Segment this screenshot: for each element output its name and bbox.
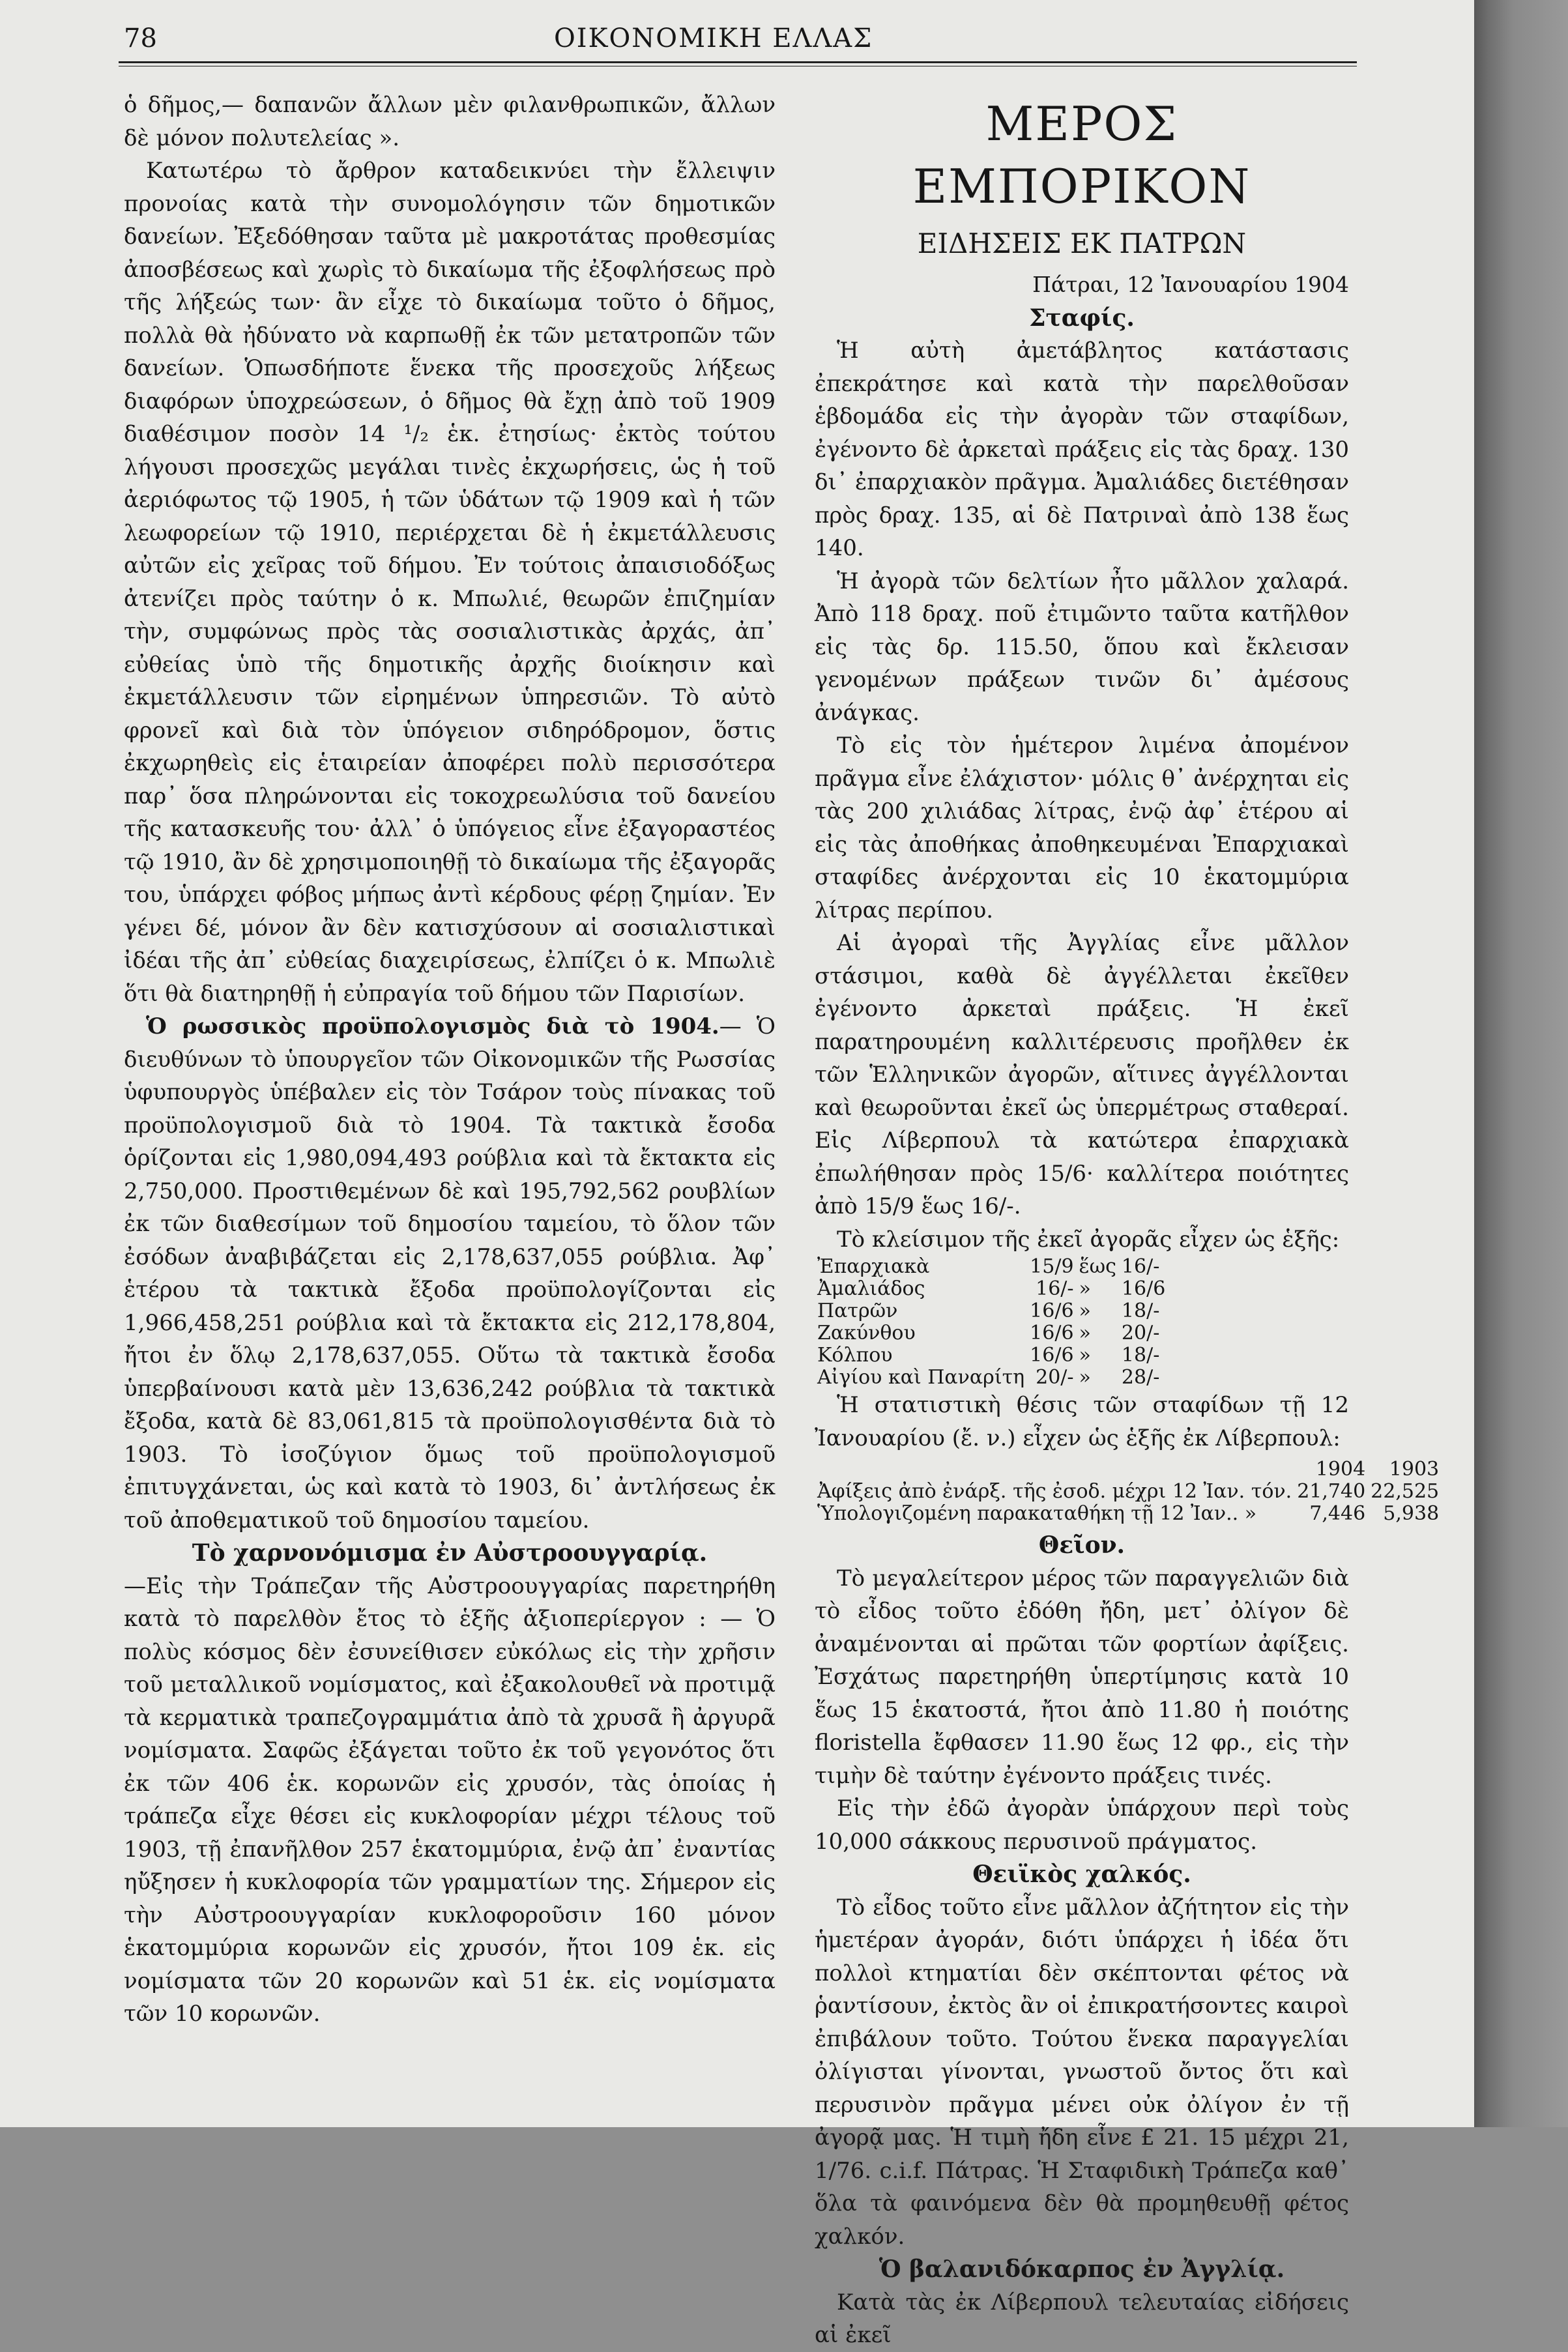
- header-rule: [119, 61, 1357, 63]
- article-heading: Τὸ χαρνονόμισμα ἐν Αὐστροουγγαρίᾳ.: [192, 1539, 708, 1567]
- column-header: 1903: [1389, 1458, 1440, 1481]
- price-table: [815, 1256, 1168, 1389]
- table-row: [815, 1256, 1168, 1278]
- table-cell: 20/-: [1121, 1322, 1160, 1344]
- table-cell: »: [1079, 1277, 1091, 1300]
- table-cell: 16/6: [1121, 1277, 1166, 1300]
- paragraph: Ἡ στατιστικὴ θέσις τῶν σταφίδων τῇ 12 Ἰανουαρίου (ἔ. ν.) εἶχεν ὡς ἑξῆς ἐκ Λίβερπουλ:: [815, 1392, 1349, 1451]
- table-cell: 15/9: [1030, 1255, 1074, 1278]
- table-cell: 20/-: [1036, 1366, 1074, 1389]
- table-cell: 16/-: [1036, 1277, 1074, 1300]
- paragraph: Ἡ ἀγορὰ τῶν δελτίων ἦτο μᾶλλον χαλαρά. Ἀπὸ 118 δραχ. ποῦ ἐτιμῶντο ταῦτα κατῆλθον εἰς τὰς δρ. 115.50, ὅπου καὶ ἔκλεισαν γενομένων πράξεων τινῶν δι᾿ ἀμέσους ἀνάγκας.: [815, 568, 1349, 726]
- statistics-table: [815, 1459, 1442, 1525]
- paragraph: Κατωτέρω τὸ ἄρθρον καταδεικνύει τὴν ἔλλειψιν προνοίας κατὰ τὴν συνομολόγησιν τῶν δημοτικῶν δανείων. Ἐξεδόθησαν ταῦτα μὲ μακροτάτας προθεσμίας ἀποσβέσεως καὶ χωρὶς τὸ δικαίωμα τῆς ἐξοφλήσεως πρὸ τῆς λήξεώς των· ἂν εἶχε τὸ δικαίωμα τοῦτο ὁ δῆμος, πολλὰ θὰ ἠδύνατο νὰ καρπωθῇ ἐκ τῶν μετατροπῶν τῶν δανείων. Ὁπωσδήποτε ἕνεκα τῆς προσεχοῦς λήξεως διαφόρων ὑποχρεώσεων, ὁ δῆμος θὰ ἔχῃ ἀπὸ τοῦ 1909 διαθέσιμον ποσὸν 14 ¹/₂ ἑκ. ἐτησίως· ἐκτὸς τούτου λήγουσι προσεχῶς μεγάλαι τινὲς ἐκχωρήσεις, ὡς ἡ τοῦ ἀεριόφωτος τῷ 1905, ἡ τῶν ὑδάτων τῷ 1909 καὶ ἡ τῶν λεωφορείων τῷ 1910, περιέρχεται δὲ ἡ ἐκμετάλλευσις αὐτῶν εἰς χεῖρας τοῦ δήμου. Ἐν τούτοις ἀπαισιοδόξως ἀτενίζει πρὸς ταύτην ὁ κ. Μπωλιέ, θεωρῶν ἐπιζημίαν τὴν, συμφώνως πρὸς τὰς σοσιαλιστικὰς ἀρχάς, ἀπ᾿ εὐθείας ὑπὸ τῆς δημοτικῆς ἀρχῆς διοίκησιν καὶ ἐκμετάλλευσιν τῶν εἰρημένων ὑπηρεσιῶν. Τὸ αὐτὸ φρονεῖ καὶ διὰ τὸν ὑπόγειον σιδηρόδρομον, ὅστις ἐκχωρηθεὶς εἰς ἑταιρείαν ἀποφέρει πολὺ περισσότερα παρ᾿ ὅσα πληρώνονται εἰς τοκοχρεωλύσια τοῦ δανείου τῆς κατασκευῆς του· ἀλλ᾿ ὁ ὑπόγειος εἶνε ἐξαγοραστέος τῷ 1910, ἂν δὲ χρησιμοποιηθῇ τὸ δικαίωμα τῆς ἐξαγορᾶς του, ὑπάρχει φόβος μήπως ἀντὶ κέρδους φέρῃ ζημίαν. Ἐν γένει δέ, μόνον ἂν δὲν κατισχύσουν αἱ σοσιαλιστικαὶ ἰδέαι τῆς ἀπ᾿ εὐθείας διαχειρίσεως, ἐλπίζει ὁ κ. Μπωλιὲ ὅτι θὰ διατηρηθῇ ἡ εὐπραγία τοῦ δήμου τῶν Παρισίων.: [124, 158, 776, 1007]
- paragraph: Αἱ ἀγοραὶ τῆς Ἀγγλίας εἶνε μᾶλλον στάσιμοι, καθὰ δὲ ἀγγέλλεται ἐκεῖθεν ἐγένοντο ἀρκεταὶ πράξεις. Ἡ ἐκεῖ παρατηρουμένη καλλιτέρευσις προῆλθεν ἐκ τῶν Ἑλληνικῶν ἀγορῶν, αἵτινες ἀγγέλλονται καὶ θεωροῦνται ἐκεῖ ὡς ὑπερμέτρως σταθεραί. Εἰς Λίβερπουλ τὰ κατώτερα ἐπαρχιακὰ ἐπωλήθησαν πρὸς 15/6· καλλίτερα ποιότητες ἀπὸ 15/9 ἕως 16/-.: [815, 930, 1349, 1219]
- table-cell: »: [1079, 1322, 1091, 1344]
- column-header: 1904: [1315, 1458, 1366, 1481]
- table-cell: Πατρῶν: [817, 1299, 898, 1322]
- table-row: [815, 1322, 1168, 1344]
- table-row: [815, 1503, 1442, 1525]
- table-cell: 28/-: [1121, 1366, 1160, 1389]
- paragraph: Ἡ αὐτὴ ἀμετάβλητος κατάστασις ἐπεκράτησε καὶ κατὰ τὴν παρελθοῦσαν ἑβδομάδα εἰς τὴν ἀγορὰν τῶν σταφίδων, ἐγένοντο δὲ ἀρκεταὶ πράξεις εἰς τὰς δραχ. 130 δι᾿ ἐπαρχιακὸν πρᾶγμα. Ἀμαλιάδες διετέθησαν πρὸς δραχ. 135, αἱ δὲ Πατριναὶ ἀπὸ 138 ἕως 140.: [815, 338, 1349, 561]
- table-cell: 16/6: [1030, 1322, 1074, 1344]
- table-cell: 21,740: [1297, 1480, 1366, 1503]
- subsection-heading: Θειϊκὸς χαλκός.: [972, 1861, 1191, 1888]
- subsection-heading: Ὁ βαλανιδόκαρπος ἐν Ἀγγλίᾳ.: [878, 2256, 1285, 2283]
- table-cell: 16/-: [1121, 1255, 1160, 1278]
- table-cell: 22,525: [1371, 1480, 1440, 1503]
- table-cell: Ἐπαρχιακὰ: [817, 1255, 930, 1278]
- right-column: [815, 89, 1440, 2352]
- table-cell: »: [1079, 1344, 1091, 1367]
- subsection-heading: Θεῖον.: [1038, 1532, 1125, 1559]
- table-cell: 16/6: [1030, 1299, 1074, 1322]
- paragraph: ὁ δῆμος,— δαπανῶν ἄλλων μὲν φιλανθρωπικῶν, ἄλλων δὲ μόνον πολυτελείας ».: [124, 92, 776, 151]
- table-cell: Κόλπου: [817, 1344, 893, 1367]
- table-header-row: [815, 1459, 1442, 1481]
- running-title: ΟΙΚΟΝΟΜΙΚΗ ΕΛΛΑΣ: [554, 23, 873, 53]
- table-row: [815, 1367, 1168, 1389]
- table-cell: Ὑπολογιζομένη παρακαταθήκη τῇ 12 Ἰαν.. »: [817, 1502, 1257, 1525]
- table-cell: ἕως: [1079, 1255, 1116, 1278]
- table-cell: »: [1079, 1299, 1091, 1322]
- book-spine-edge: [1474, 0, 1568, 2127]
- section-title: ΜΕΡΟΣ ΕΜΠΟΡΙΚΟΝ: [912, 96, 1251, 214]
- article-text: — Ὁ διευθύνων τὸ ὑπουργεῖον τῶν Οἰκονομικῶν τῆς Ρωσσίας ὑφυπουργὸς ὑπέβαλεν εἰς τὸν Τσάρον τοὺς πίνακας τοῦ προϋπολογισμοῦ διὰ τὸ 1904. Τὰ τακτικὰ ἔσοδα ὁρίζονται εἰς 1,980,094,493 ρούβλια καὶ τὰ ἔκτακτα εἰς 2,750,000. Προστιθεμένων δὲ καὶ 195,792,562 ρουβλίων ἐκ τῶν διαθεσίμων τοῦ δημοσίου ταμείου, τὸ ὅλον τῶν ἐσόδων ἀναβιβάζεται εἰς 2,178,637,055 ρούβλια. Ἀφ᾿ ἑτέρου τὰ τακτικὰ ἔξοδα προϋπολογίζονται εἰς 1,966,458,251 ρούβλια καὶ τὰ ἔκτακτα εἰς 212,178,804, ἤτοι ἐν ὅλῳ 2,178,637,055. Οὕτω τὰ τακτικὰ ἔσοδα ὑπερβαίνουσι κατὰ μὲν 13,636,242 ρούβλια τὰ τακτικὰ ἔξοδα, κατὰ δὲ 83,061,815 τὰ προϋπολογισθέντα διὰ τὸ 1903. Τὸ ἰσοζύγιον ὅμως τοῦ προϋπολογισμοῦ ἐπιτυγχάνεται, ὡς καὶ κατὰ τὸ 1903, δι᾿ ἀντλήσεως ἐκ τοῦ ἀποθεματικοῦ τοῦ δημοσίου ταμείου.: [124, 1013, 776, 1533]
- article-heading: Ὁ ρωσσικὸς προϋπολογισμὸς διὰ τὸ 1904.: [146, 1013, 719, 1039]
- table-cell: 16/6: [1030, 1344, 1074, 1367]
- paragraph: Εἰς τὴν ἐδῶ ἀγορὰν ὑπάρχουν περὶ τοὺς 10,000 σάκκους περυσινοῦ πράγματος.: [815, 1795, 1349, 1855]
- table-row: [815, 1300, 1168, 1322]
- paragraph: Τὸ κλείσιμον τῆς ἐκεῖ ἀγορᾶς εἶχεν ὡς ἑξῆς:: [837, 1226, 1340, 1253]
- section-subtitle: ΕΙΔΗΣΕΙΣ ΕΚ ΠΑΤΡΩΝ: [917, 227, 1247, 259]
- paragraph: —Εἰς τὴν Τράπεζαν τῆς Αὐστροουγγαρίας παρετηρήθη κατὰ τὸ παρελθὸν ἔτος τὸ ἑξῆς ἀξιοπερίεργον : — Ὁ πολὺς κόσμος δὲν ἐσυνείθισεν εὐκόλως εἰς τὴν χρῆσιν τοῦ μεταλλικοῦ νομίσματος, καὶ ἐξακολουθεῖ νὰ προτιμᾷ τὰ κερματικὰ τραπεζογραμμάτια ἀπὸ τὰ χρυσᾶ ἢ ἀργυρᾶ νομίσματα. Σαφῶς ἐξάγεται τοῦτο ἐκ τοῦ γεγονότος ὅτι ἐκ τῶν 406 ἑκ. κορωνῶν εἰς χρυσόν, τὰς ὁποίας ἡ τράπεζα εἶχε θέσει εἰς κυκλοφορίαν μέχρι τέλους τοῦ 1903, τῇ ἐπανῆλθον 257 ἑκατομμύρια, ἐνῷ ἀπ᾿ ἐναντίας ηὔξησεν ἡ κυκλοφορία τῶν γραμματίων της. Σήμερον εἰς τὴν Αὐστροουγγαρίαν κυκλοφοροῦσιν 160 μόνον ἑκατομμύρια κορωνῶν εἰς χρυσόν, ἤτοι 109 ἑκ. εἰς νομίσματα τῶν 20 κορωνῶν καὶ 51 ἑκ. εἰς νομίσματα τῶν 10 κορωνῶν.: [124, 1573, 776, 2027]
- paragraph: Κατὰ τὰς ἐκ Λίβερπουλ τελευταίας εἰδήσεις αἱ ἐκεῖ: [815, 2289, 1349, 2348]
- table-cell: 18/-: [1121, 1344, 1160, 1367]
- table-cell: Ἀφίξεις ἀπὸ ἐνάρξ. τῆς ἐσοδ. μέχρι 12 Ἰαν. τόν.: [817, 1480, 1292, 1503]
- table-cell: 5,938: [1383, 1502, 1440, 1525]
- table-row: [815, 1278, 1168, 1300]
- table-row: [815, 1481, 1442, 1503]
- table-cell: Αἰγίου καὶ Παναρίτη: [817, 1366, 1025, 1389]
- paragraph: Τὸ μεγαλείτερον μέρος τῶν παραγγελιῶν διὰ τὸ εἶδος τοῦτο ἐδόθη ἤδη, μετ᾿ ὀλίγον δὲ ἀναμένονται αἱ πρῶται τῶν φορτίων ἀφίξεις. Ἐσχάτως παρετηρήθη ὑπερτίμησις κατὰ 10 ἕως 15 ἑκατοστά, ἤτοι ἀπὸ 11.80 ἡ ποιότης floristella ἔφθασεν 11.90 ἕως 12 φρ., εἰς τὴν τιμὴν δὲ ταύτην ἐγένοντο πράξεις τινές.: [815, 1565, 1349, 1789]
- russian-budget-article: [124, 1010, 776, 1537]
- page-number: 78: [124, 23, 157, 53]
- table-cell: Ἀμαλιάδος: [817, 1277, 925, 1300]
- left-column: [124, 89, 776, 2031]
- table-cell: Ζακύνθου: [817, 1322, 916, 1344]
- dateline: Πάτραι, 12 Ἰανουαρίου 1904: [1032, 272, 1349, 297]
- paragraph: Τὸ εἰς τὸν ἡμέτερον λιμένα ἀπομένον πρᾶγμα εἶνε ἐλάχιστον· μόλις θ᾿ ἀνέρχηται εἰς τὰς 200 χιλιάδας λίτρας, ἐνῷ ἀφ᾿ ἑτέρου αἱ εἰς τὰς ἀποθήκας ἀποθηκευμέναι Ἐπαρχιακαὶ σταφίδες ἀνέρχονται εἰς 10 ἑκατομμύρια λίτρας περίπου.: [815, 733, 1349, 923]
- table-cell: 7,446: [1309, 1502, 1366, 1525]
- table-cell: 18/-: [1121, 1299, 1160, 1322]
- subsection-heading: Σταφίς.: [1029, 304, 1135, 332]
- paragraph: Τὸ εἶδος τοῦτο εἶνε μᾶλλον ἀζήτητον εἰς τὴν ἡμετέραν ἀγοράν, διότι ὑπάρχει ἡ ἰδέα ὅτι πολλοὶ κτηματίαι δὲν σκέπτονται φέτος νὰ ῥαντίσουν, ἐκτὸς ἂν οἱ ἐπικρατήσοντες καιροὶ ἐπιβάλουν τοῦτο. Τούτου ἕνεκα παραγγελίαι ὀλίγισται γίνονται, γνωστοῦ ὄντος ὅτι καὶ περυσινὸν πρᾶγμα μένει οὐκ ὀλίγον ἐν τῇ ἀγορᾷ μας. Ἡ τιμὴ ἤδη εἶνε £ 21. 15 μέχρι 21, 1/76. c.i.f. Πάτρας. Ἡ Σταφιδικὴ Τράπεζα καθ᾿ ὅλα τὰ φαινόμενα δὲν θὰ προμηθευθῇ φέτος χαλκόν.: [815, 1894, 1349, 2250]
- table-cell: »: [1079, 1366, 1091, 1389]
- table-row: [815, 1344, 1168, 1367]
